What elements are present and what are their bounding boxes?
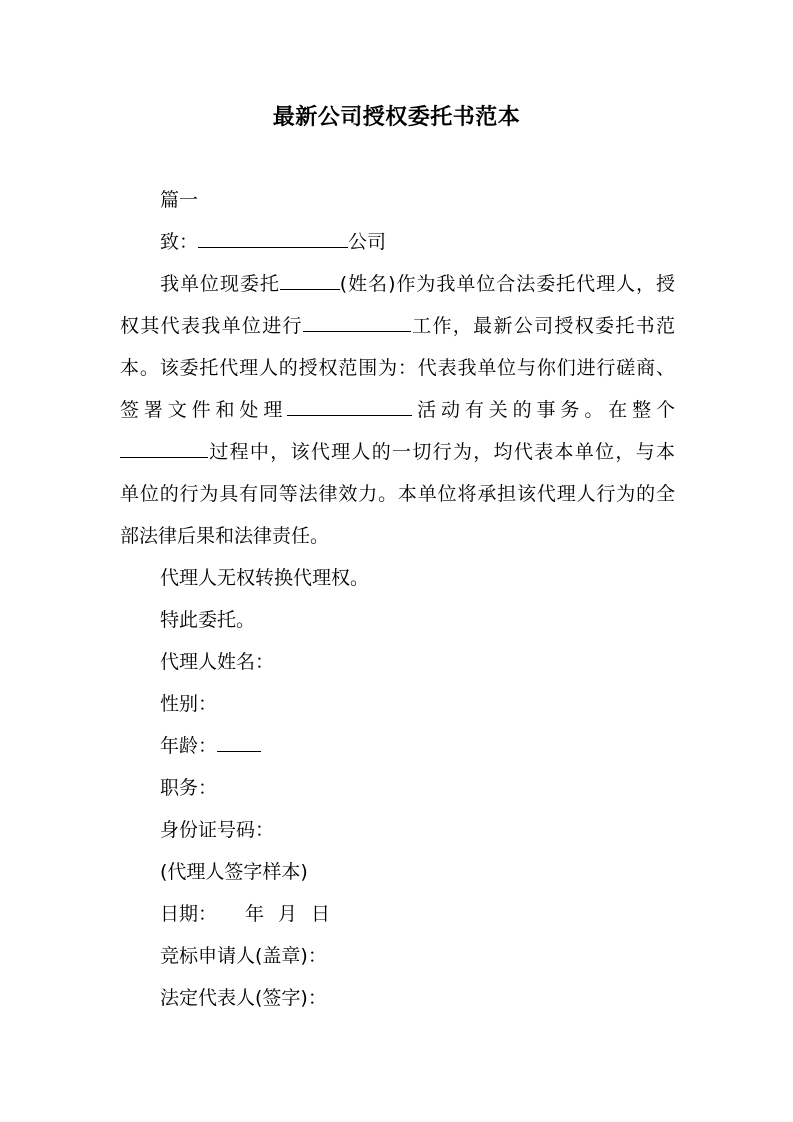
recipient-suffix: 公司 (348, 231, 387, 253)
id-number-field: 身份证号码： (160, 819, 275, 841)
body-text: (姓名)作为我单位合法委托代理人，授 (339, 273, 675, 295)
body-text: 我单位现委托 (160, 273, 280, 295)
document-title: 最新公司授权委托书范本 (272, 105, 521, 130)
date-field (160, 900, 330, 928)
body-line-1 (160, 270, 675, 298)
recipient-line (160, 228, 386, 256)
body-text: 活动有关的事务。在整个 (412, 399, 675, 421)
body-line-2 (120, 312, 675, 340)
date-year: 年 (245, 903, 265, 925)
applicant-seal-field: 竞标申请人(盖章)： (160, 945, 327, 967)
body-text: 权其代表我单位进行 (120, 315, 303, 337)
body-line-4 (120, 396, 675, 424)
recipient-prefix: 致： (160, 231, 199, 253)
work-blank (303, 313, 411, 332)
position-field: 职务： (160, 777, 218, 799)
age-blank (217, 733, 261, 752)
process-blank (120, 439, 208, 458)
body-line-6: 单位的行为具有同等法律效力。本单位将承担该代理人行为的全 (120, 483, 675, 505)
age-label: 年龄： (160, 735, 218, 757)
gender-field: 性别： (160, 693, 218, 715)
age-field (160, 732, 261, 760)
no-transfer-note: 代理人无权转换代理权。 (160, 567, 370, 589)
body-text: 工作，最新公司授权委托书范 (410, 315, 675, 337)
special-authorization: 特此委托。 (160, 609, 256, 631)
agent-name-field: 代理人姓名： (160, 651, 275, 673)
body-text: 签署文件和处理 (120, 399, 288, 421)
date-label: 日期： (160, 903, 218, 925)
signature-sample: (代理人签字样本) (160, 861, 308, 883)
date-month: 月 (278, 903, 298, 925)
body-text: 过程中，该代理人的一切行为，均代表本单位，与本 (208, 441, 675, 463)
body-line-5 (120, 438, 675, 466)
activity-blank (287, 397, 412, 416)
date-day: 日 (311, 903, 331, 925)
body-line-7: 部法律后果和法律责任。 (120, 525, 330, 547)
agent-name-blank (280, 271, 340, 290)
recipient-company-blank (198, 229, 348, 248)
section-label: 篇一 (160, 189, 199, 211)
legal-rep-signature-field: 法定代表人(签字)： (160, 987, 327, 1009)
body-line-3: 本。该委托代理人的授权范围为：代表我单位与你们进行磋商、 (120, 357, 675, 379)
